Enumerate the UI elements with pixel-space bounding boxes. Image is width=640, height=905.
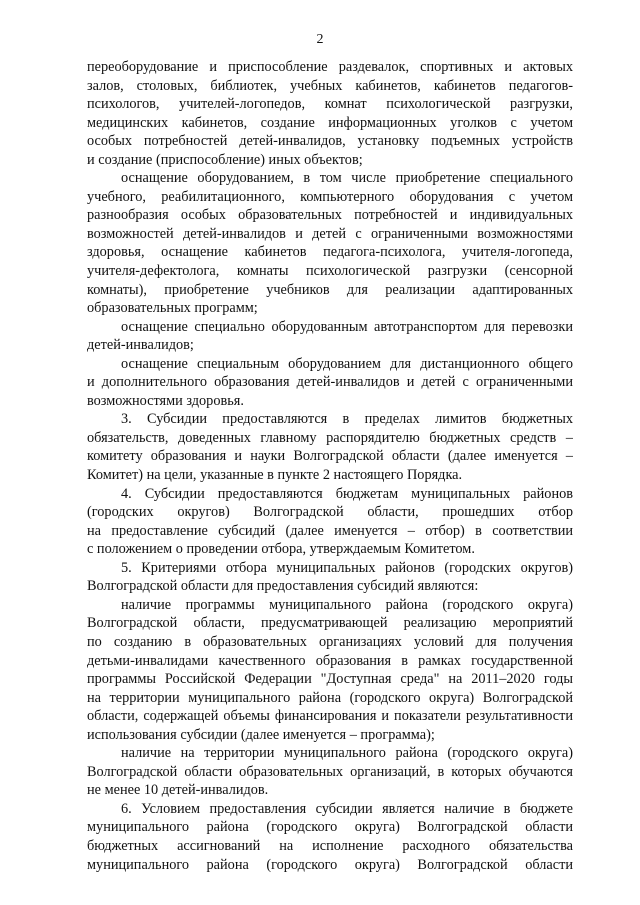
text-line: образовательных программ; — [87, 300, 258, 317]
text-line: оснащение специально оборудованным автотранспортом для перевозки — [121, 318, 573, 335]
text-line: на территории муниципального района (городского округа) Волгоградской — [87, 689, 573, 706]
text-line: оснащение специальным оборудованием для дистанционного общего — [121, 355, 573, 372]
text-line: оснащение оборудованием, в том числе приобретение специального — [121, 170, 573, 187]
text-line: особых потребностей детей-инвалидов, установку подъемных устройств — [87, 133, 573, 150]
text-line: детьми-инвалидами качественного образования в рамках государственной — [87, 652, 573, 669]
page-number: 2 — [316, 32, 324, 47]
text-line: переоборудование и приспособление раздевалок, спортивных и актовых — [87, 59, 573, 75]
text-line: использования субсидии (далее именуется – программа); — [87, 726, 435, 743]
text-line: детей-инвалидов; — [87, 337, 194, 354]
text-line: на предоставление субсидий (далее именуется – отбор) в соответствии — [87, 522, 573, 539]
text-line: наличие на территории муниципального района (городского округа) — [121, 745, 573, 762]
text-line: учителя-дефектолога, комнаты психологической разгрузки (сенсорной — [87, 263, 573, 280]
text-line: программы Российской Федерации "Доступная среда" на 2011–2020 годы — [87, 671, 573, 688]
text-line: 6. Условием предоставления субсидии является наличие в бюджете — [121, 800, 573, 817]
text-line: медицинских кабинетов, создание информационных уголков с учетом — [87, 114, 573, 131]
text-line: комитету образования и науки Волгоградской области (далее именуется – — [87, 448, 573, 465]
text-line: Волгоградской области для предоставления субсидий являются: — [87, 578, 479, 595]
text-line: бюджетных ассигнований на исполнение расходного обязательства — [87, 837, 573, 854]
text-line: области, содержащей объемы финансирования и показатели результативности — [87, 708, 573, 725]
text-line: и создание (приспособление) иных объектов; — [87, 151, 363, 168]
text-line: муниципального района (городского округа) Волгоградской области — [87, 856, 573, 873]
text-line: возможностями здоровья. — [87, 392, 244, 409]
text-line: 4. Субсидии предоставляются бюджетам муниципальных районов — [121, 485, 573, 502]
text-line: возможностей детей-инвалидов и детей с ограниченными возможностями — [87, 225, 573, 242]
text-line: Комитет) на цели, указанные в пункте 2 настоящего Порядка. — [87, 467, 463, 484]
text-line: психологов, учителей-логопедов, комнат психологической разгрузки, — [87, 96, 573, 113]
text-line: здоровья, оснащение кабинетов педагога-психолога, учителя-логопеда, — [87, 244, 573, 261]
text-line: залов, столовых, библиотек, учебных кабинетов, кабинетов педагогов- — [87, 77, 573, 94]
text-line: комнаты), приобретение учебников для реализации адаптированных — [87, 281, 573, 298]
text-line: обязательств, доведенных главному распорядителю бюджетных средств – — [87, 429, 573, 446]
text-line: не менее 10 детей-инвалидов. — [87, 782, 269, 799]
document-body — [87, 58, 573, 874]
text-line: разнообразия особых образовательных потребностей и индивидуальных — [87, 207, 573, 224]
text-line: 3. Субсидии предоставляются в пределах лимитов бюджетных — [121, 411, 573, 428]
text-line: муниципального района (городского округа) Волгоградской области — [87, 819, 573, 836]
text-line: учебного, реабилитационного, компьютерного оборудования с учетом — [87, 188, 573, 205]
text-line: и дополнительного образования детей-инвалидов и детей с ограниченными — [87, 374, 573, 391]
text-line: по созданию в образовательных организациях условий для получения — [87, 633, 573, 650]
text-line: Волгоградской области, предусматривающей реализацию мероприятий — [87, 615, 573, 632]
text-line: 5. Критериями отбора муниципальных районов (городских округов) — [121, 559, 573, 576]
text-line: наличие программы муниципального района (городского округа) — [121, 596, 573, 613]
text-line: (городских округов) Волгоградской области, прошедших отбор — [87, 504, 573, 521]
text-line: с положением о проведении отбора, утверждаемым Комитетом. — [87, 541, 475, 558]
text-line: Волгоградской области образовательных организаций, в которых обучаются — [87, 763, 573, 780]
